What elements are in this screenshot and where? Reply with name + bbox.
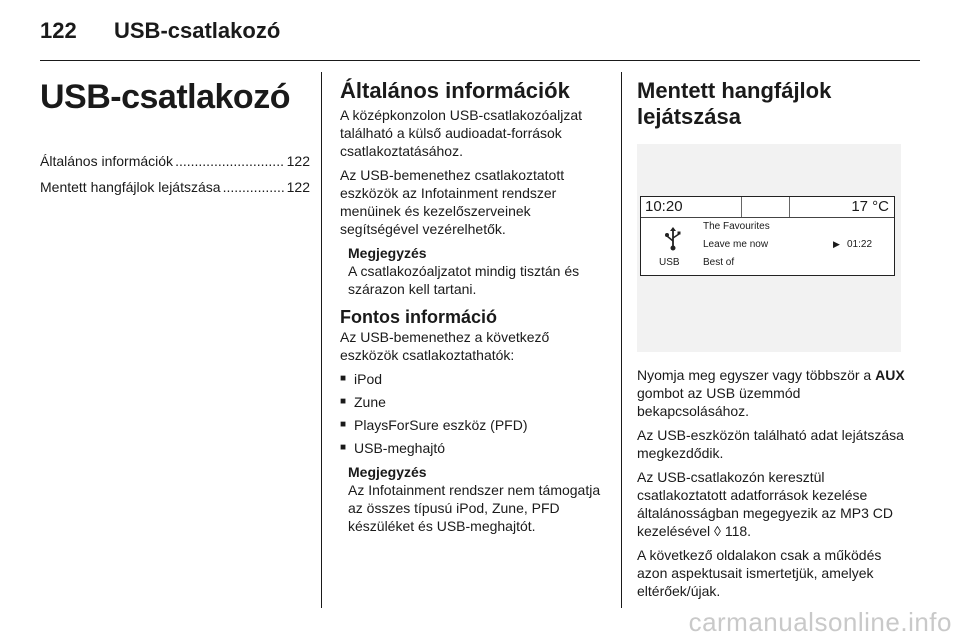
note-box: [348, 244, 608, 298]
aux-button-ref: AUX: [875, 367, 905, 383]
list-item: ■ USB-meghajtó: [340, 440, 446, 456]
status-separator: [789, 197, 790, 217]
section-title: Mentett hangfájlok lejátszása: [637, 78, 832, 129]
bullet-square-icon: ■: [340, 396, 347, 407]
infotainment-display: [640, 196, 895, 276]
list-item: ■ Zune: [340, 394, 386, 410]
toc-leader-dots: [175, 151, 285, 171]
note-text: A csatlakozóaljzatot mindig tisztán és szárazon kell tartani.: [348, 263, 580, 297]
toc-entry[interactable]: [40, 177, 310, 197]
note-title: Megjegyzés: [348, 245, 427, 261]
paragraph: A következő oldalakon csak a működés azon aspektusait ismertetjük, amelyek eltérőek/újak.: [637, 547, 882, 599]
play-icon: ▶: [833, 239, 840, 249]
toc-label: Általános információk: [40, 153, 174, 169]
display-illustration: [637, 144, 901, 352]
clock-text: 10:20: [645, 198, 683, 215]
source-label: USB: [659, 257, 680, 268]
page-header: [40, 18, 920, 52]
usb-icon: [663, 227, 683, 251]
bullet-square-icon: ■: [340, 442, 347, 453]
column-divider: [321, 72, 322, 608]
running-header-title: USB-csatlakozó: [114, 18, 281, 43]
toc-entry[interactable]: [40, 151, 310, 171]
temperature-text: 17 °C: [851, 198, 889, 215]
subsection-title: Fontos információ: [340, 307, 497, 327]
column-general-info: [340, 70, 608, 543]
note-title: Megjegyzés: [348, 464, 427, 480]
chapter-title: USB-csatlakozó: [40, 78, 290, 116]
paragraph: Az USB-eszközön található adat lejátszása megkezdődik.: [637, 427, 904, 461]
display-status-bar: [641, 197, 894, 218]
paragraph: Az USB-bemenethez a következő eszközök csatlakoztathatók:: [340, 329, 550, 363]
section-title: Általános információk: [340, 78, 570, 103]
note-text: Az Infotainment rendszer nem támogatja az összes típusú iPod, Zune, PFD készüléket és USB-meghajtót.: [348, 482, 601, 534]
header-rule: [40, 60, 920, 61]
track-item: Leave me now: [703, 239, 769, 250]
column-playback: [637, 70, 912, 606]
page-number: 122: [40, 18, 77, 43]
track-item: The Favourites: [703, 221, 770, 232]
toc-label: Mentett hangfájlok lejátszása: [40, 179, 221, 195]
toc-leader-dots: [223, 177, 285, 197]
toc-page: 122: [286, 153, 310, 169]
device-list: [340, 370, 608, 457]
toc-page: 122: [286, 179, 310, 195]
elapsed-time: 01:22: [847, 239, 873, 250]
list-item: ■ iPod: [340, 371, 383, 387]
status-separator: [741, 197, 742, 217]
column-divider: [621, 72, 622, 608]
list-item: ■ PlaysForSure eszköz (PFD): [340, 417, 528, 433]
watermark: carmanualsonline.info: [688, 607, 952, 637]
paragraph: Az USB-bemenethez csatlakoztatott eszközök az Infotainment rendszer menüinek és kezelőszerveinek segítségével vezérelhetők.: [340, 167, 565, 237]
bullet-square-icon: ■: [340, 373, 347, 384]
note-box: [348, 463, 608, 535]
paragraph: Nyomja meg egyszer vagy többször a AUX gombot az USB üzemmód bekapcsolásához.: [637, 367, 905, 419]
paragraph: A középkonzolon USB-csatlakozóaljzat található a külső audioadat-források csatlakoztatásához.: [340, 107, 583, 159]
track-item: Best of: [703, 257, 735, 268]
bullet-square-icon: ■: [340, 419, 347, 430]
paragraph: Az USB-csatlakozón keresztül csatlakoztatott adatforrások kezelése általánosságban megegyezik az MP3 CD kezelésével ◊ 118.: [637, 469, 894, 539]
column-toc: [40, 70, 310, 203]
